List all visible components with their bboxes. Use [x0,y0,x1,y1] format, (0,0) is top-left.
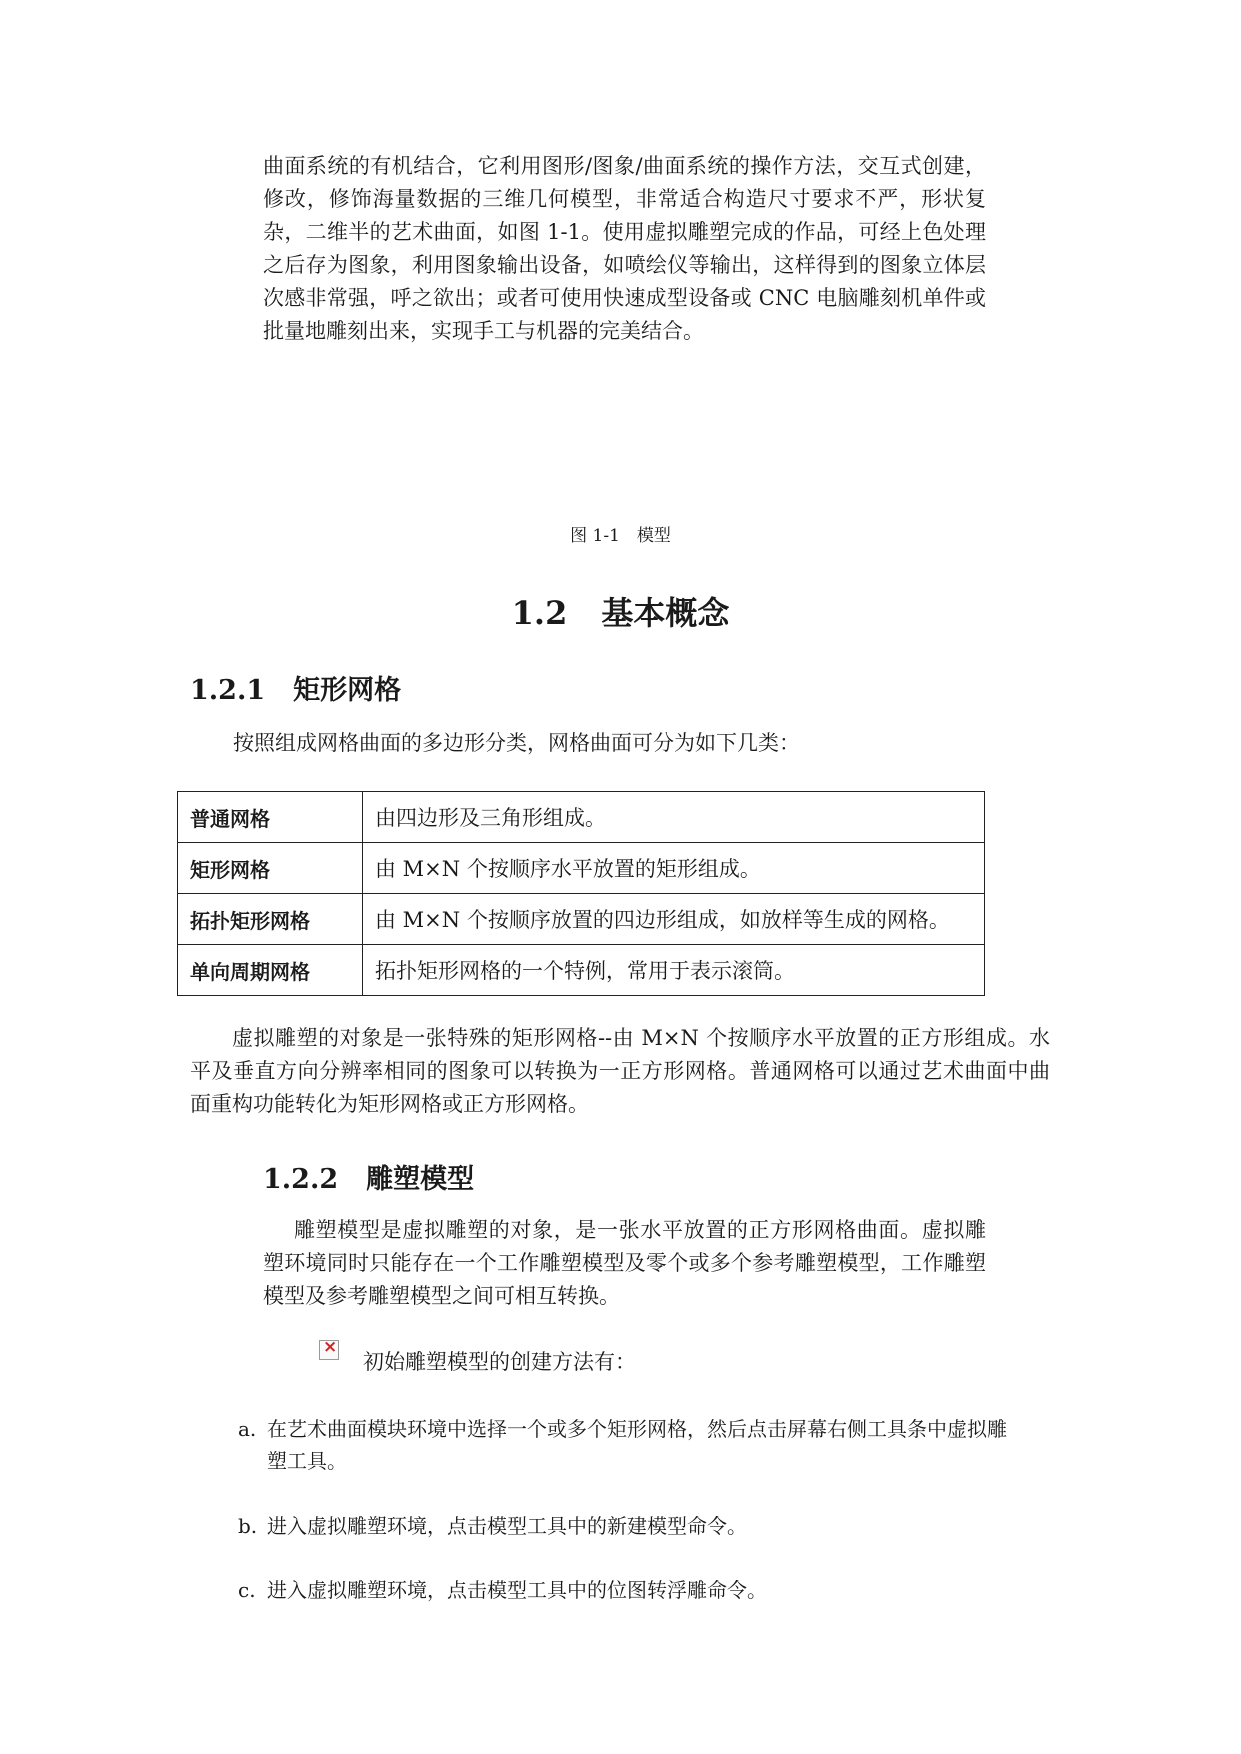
bullet-text: 初始雕塑模型的创建方法有： [363,1350,636,1374]
table-term: 拓扑矩形网格 [178,894,363,945]
creation-steps-list [238,1413,1018,1606]
table-term: 普通网格 [178,792,363,843]
table-row [178,894,985,945]
subsection-title: 矩形网格 [293,675,402,706]
subsection-heading-rect-mesh [190,668,401,707]
broken-image-icon [319,1340,339,1360]
mesh-lead-paragraph: 按照组成网格曲面的多边形分类，网格曲面可分为如下几类： [233,731,800,755]
table-row [178,843,985,894]
list-item [238,1574,1018,1606]
subsection-number: 1.2.2 [263,1164,339,1195]
creation-methods-bullet [319,1346,636,1376]
table-desc: 由 M×N 个按顺序水平放置的矩形组成。 [363,843,985,894]
figure-caption: 图 1-1 模型 [570,526,671,546]
subsection-heading-sculpt-model [263,1157,474,1196]
list-text: 在艺术曲面模块环境中选择一个或多个矩形网格，然后点击屏幕右侧工具条中虚拟雕塑工具。 [267,1417,1007,1473]
sculpt-model-paragraph: 雕塑模型是虚拟雕塑的对象，是一张水平放置的正方形网格曲面。虚拟雕塑环境同时只能存在一个工作雕塑模型及零个或多个参考雕塑模型，工作雕塑模型及参考雕塑模型之间可相互转换。 [263,1218,986,1308]
table-row [178,945,985,996]
section-number: 1.2 [511,594,568,632]
list-text: 进入虚拟雕塑环境，点击模型工具中的位图转浮雕命令。 [267,1578,767,1602]
list-text: 进入虚拟雕塑环境，点击模型工具中的新建模型命令。 [267,1514,747,1538]
intro-paragraph: 曲面系统的有机结合，它利用图形/图象/曲面系统的操作方法，交互式创建，修改，修饰海量数据的三维几何模型，非常适合构造尺寸要求不严，形状复杂，二维半的艺术曲面，如图 1-1。使用虚拟雕塑完成的作品，可经上色处理之后存为图象，利用图象输出设备，如喷绘仪等输出，这样得到的图象立体层次感非常强，呼之欲出；或者可使用快速成型设备或 CNC 电脑雕刻机单件或批量地雕刻出来，实现手工与机器的完美结合。 [263,154,986,343]
section-heading [0,588,1241,634]
mesh-type-table [177,791,985,996]
section-title: 基本概念 [601,594,730,632]
list-item [238,1510,1018,1542]
table-desc: 由四边形及三角形组成。 [363,792,985,843]
list-marker: a. [238,1417,257,1441]
subsection-number: 1.2.1 [190,675,266,706]
list-item [238,1413,1018,1477]
subsection-title: 雕塑模型 [366,1164,475,1195]
table-desc: 拓扑矩形网格的一个特例，常用于表示滚筒。 [363,945,985,996]
table-desc: 由 M×N 个按顺序放置的四边形组成，如放样等生成的网格。 [363,894,985,945]
table-row [178,792,985,843]
list-marker: b. [238,1514,258,1538]
table-term: 矩形网格 [178,843,363,894]
table-term: 单向周期网格 [178,945,363,996]
list-marker: c. [238,1578,256,1602]
sculpt-object-paragraph: 虚拟雕塑的对象是一张特殊的矩形网格--由 M×N 个按顺序水平放置的正方形组成。水平及垂直方向分辨率相同的图象可以转换为一正方形网格。普通网格可以通过艺术曲面中曲面重构功能转化为矩形网格或正方形网格。 [190,1026,1050,1116]
